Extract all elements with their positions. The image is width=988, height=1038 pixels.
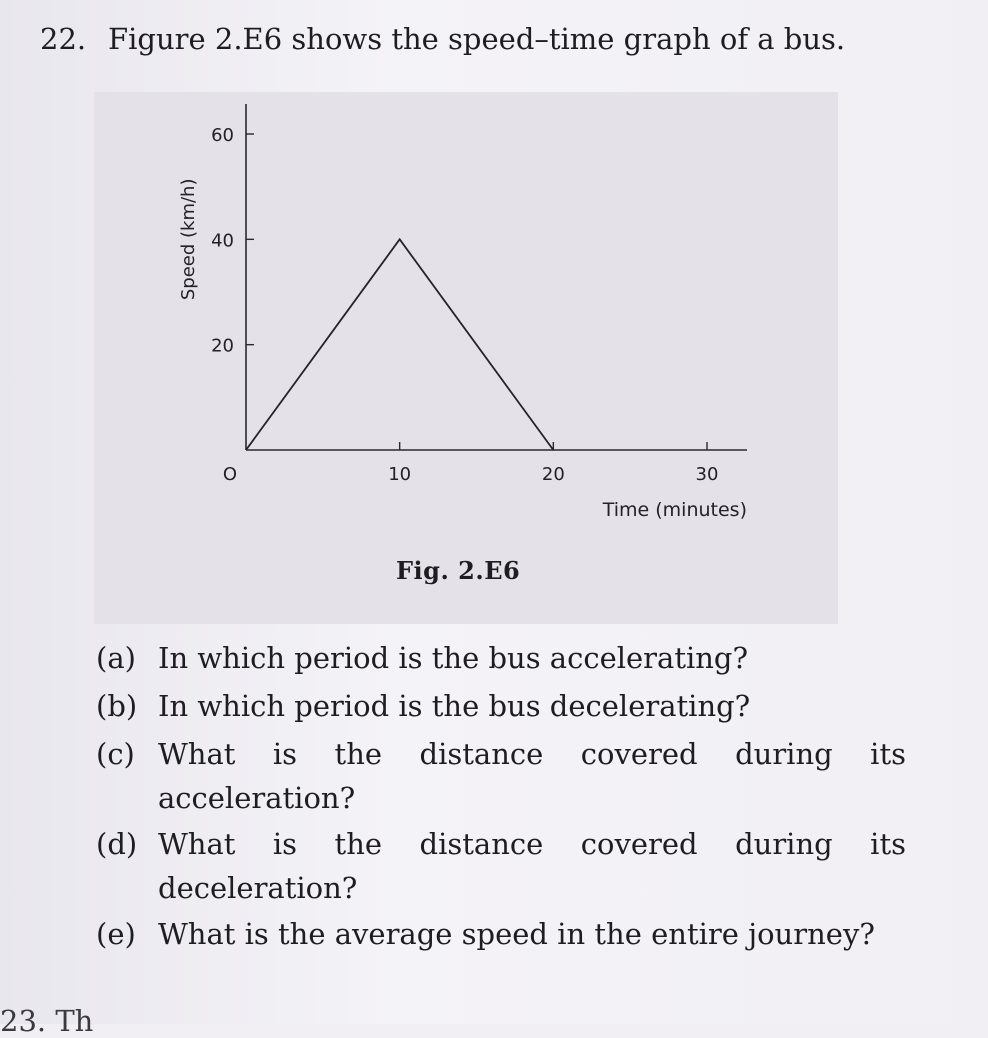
part-c	[96, 732, 906, 820]
part-b	[96, 684, 906, 728]
part-a-text: In which period is the bus accelerating?	[158, 641, 749, 675]
question-text: Figure 2.E6 shows the speed–time graph of a bus.	[108, 22, 846, 56]
y-tick-label: 60	[211, 125, 234, 146]
part-c-label: (c)	[96, 737, 135, 771]
part-a	[96, 636, 906, 680]
x-tick-label: O	[222, 464, 238, 485]
part-e	[96, 912, 906, 956]
part-d-label: (d)	[96, 827, 138, 861]
question-header	[40, 22, 845, 56]
x-tick-label: 30	[695, 464, 719, 485]
x-tick-label: 20	[541, 464, 565, 485]
part-d	[96, 822, 906, 910]
question-number: 22.	[40, 22, 87, 56]
speed-time-chart	[94, 92, 838, 624]
question-parts	[96, 636, 906, 956]
figure-caption: Fig. 2.E6	[396, 556, 521, 585]
figure-panel	[94, 92, 838, 624]
x-tick-label: 10	[388, 464, 412, 485]
x-axis-label: Time (minutes)	[602, 499, 747, 521]
part-a-label: (a)	[96, 641, 136, 675]
part-b-text: In which period is the bus decelerating?	[158, 689, 751, 723]
y-axis-label: Speed (km/h)	[178, 178, 199, 301]
part-c-text: What is the distance covered during its acceleration?	[158, 737, 906, 815]
y-tick-label: 40	[211, 230, 234, 252]
next-question-fragment: 23. Th	[0, 1004, 94, 1038]
part-e-text: What is the average speed in the entire journey?	[158, 917, 875, 951]
part-d-text: What is the distance covered during its deceleration?	[158, 827, 906, 905]
part-e-label: (e)	[96, 917, 136, 951]
part-b-label: (b)	[96, 689, 138, 723]
y-tick-label: 20	[211, 335, 234, 357]
speed-line	[246, 239, 553, 450]
